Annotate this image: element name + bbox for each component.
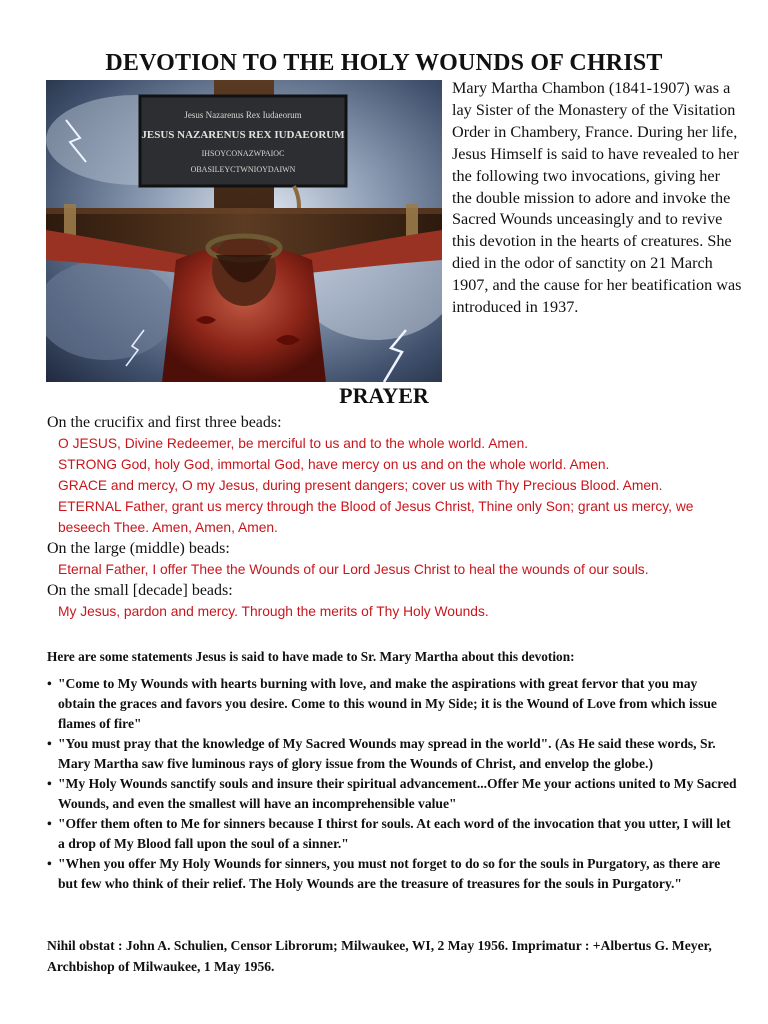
list-item: • "Come to My Wounds with hearts burning with love, and make the aspirations with great fervor that you may obtain the graces and favors you desire. Come to this wound in My Side; it is the Wound of Love from which issue flames of fire" bbox=[47, 674, 737, 734]
list-item: • "My Holy Wounds sanctify souls and insure their spiritual advancement...Offer Me your actions united to My Sacred Wounds, and even the smallest will have an incomprehensible value" bbox=[47, 774, 737, 814]
prayer-line: O JESUS, Divine Redeemer, be merciful to us and to the whole world. Amen. bbox=[58, 436, 529, 451]
list-item: • "When you offer My Holy Wounds for sinners, you must not forget to do so for the souls in Purgatory, as there are but few who think of their relief. The Holy Wounds are the treasure of treasures for the souls in Purgatory." bbox=[47, 854, 737, 894]
list-item: • "You must pray that the knowledge of My Sacred Wounds may spread in the world". (As He said these words, Sr. Mary Martha saw five luminous rays of glory issue from the Wounds of Christ, and envelop the globe.) bbox=[47, 734, 737, 774]
small-beads-label: On the small [decade] beads: bbox=[47, 582, 233, 599]
prayer-heading: PRAYER bbox=[339, 383, 429, 408]
statements-intro: Here are some statements Jesus is said to have made to Sr. Mary Martha about this devotion: bbox=[47, 649, 575, 664]
statements-list bbox=[47, 674, 737, 894]
intro-paragraph: Mary Martha Chambon (1841-1907) was a lay Sister of the Monastery of the Visitation Order in Chambery, France. During her life, Jesus Himself is said to have revealed to her the following two invocations, giving her the double mission to adore and invoke the Sacred Wounds unceasingly and to revive this devotion in the hearts of creatures. She died in the odor of sanctity on 21 March 1907, and the cause for her beatification was introduced in 1937. bbox=[452, 79, 742, 317]
sign-line-3: IHSOYCONAZWPAIOC bbox=[201, 149, 285, 158]
prayer-line: ETERNAL Father, grant us mercy through the Blood of Jesus Christ, Thine only Son; grant us mercy, we beseech Thee. Amen, Amen, Amen. bbox=[58, 499, 694, 535]
page-title: DEVOTION TO THE HOLY WOUNDS OF CHRIST bbox=[105, 50, 663, 76]
prayer-line: STRONG God, holy God, immortal God, have mercy on us and on the whole world. Amen. bbox=[58, 457, 610, 472]
prayer-line: My Jesus, pardon and mercy. Through the merits of Thy Holy Wounds. bbox=[58, 604, 489, 619]
list-item: • "Offer them often to Me for sinners because I thirst for souls. At each word of the invocation that you utter, I will let a drop of My Blood fall upon the soul of a sinner." bbox=[47, 814, 737, 854]
sign-line-4: OBASILEYCTWNIOYDAIWN bbox=[190, 165, 296, 174]
crucifix-beads-label: On the crucifix and first three beads: bbox=[47, 414, 282, 431]
large-beads-label: On the large (middle) beads: bbox=[47, 540, 230, 557]
prayer-line: Eternal Father, I offer Thee the Wounds of our Lord Jesus Christ to heal the wounds of our souls. bbox=[58, 562, 649, 577]
prayer-section bbox=[47, 412, 737, 622]
crucifixion-illustration bbox=[46, 80, 442, 382]
crucifixion-image bbox=[46, 80, 442, 382]
sign-line-1: Jesus Nazarenus Rex Iudaeorum bbox=[184, 110, 302, 120]
imprimatur-footer: Nihil obstat : John A. Schulien, Censor Librorum; Milwaukee, WI, 2 May 1956. Imprimatur : +Albertus G. Meyer, Archbishop of Milwaukee, 1 May 1956. bbox=[47, 938, 712, 974]
sign-line-2: JESUS NAZARENUS REX IUDAEORUM bbox=[141, 129, 345, 141]
prayer-line: GRACE and mercy, O my Jesus, during present dangers; cover us with Thy Precious Blood. Amen. bbox=[58, 478, 663, 493]
